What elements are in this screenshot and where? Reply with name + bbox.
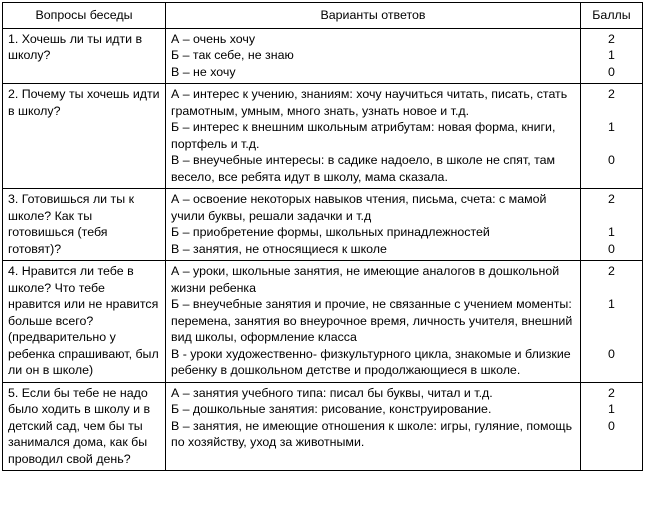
score-value: 0 [608,153,615,167]
score-cell [581,28,643,84]
answers-cell [166,189,581,261]
score-value: 1 [608,297,615,311]
answer-option: Б – внеучебные занятия и прочие, не связанные с учением моменты: перемена, занятия во внеурочное время, личность учителя, внешний вид школы, оформление класса [171,297,573,344]
score-value: 2 [608,31,615,46]
question-cell: 1. Хочешь ли ты идти в школу? [3,28,166,84]
score-value: 1 [608,225,615,239]
answer-option: Б – так себе, не знаю [171,48,294,62]
answer-option: А – уроки, школьные занятия, не имеющие аналогов в дошкольной жизни ребенка [171,264,560,295]
question-cell: 5. Если бы тебе не надо было ходить в школу и в детский сад, чем бы ты занимался дома, как бы проводил свой день? [3,382,166,471]
score-cell [581,382,643,471]
answers-cell [166,382,581,471]
answer-option: В - уроки художественно- физкультурного цикла, знакомые и близкие ребенку в дошкольном детстве и продолжающиеся в школе. [171,346,571,377]
score-value: 0 [608,418,615,433]
answers-cell [166,261,581,383]
score-value: 1 [608,120,615,134]
question-cell: 3. Готовишься ли ты к школе? Как ты готовишься (тебя готовят)? [3,189,166,261]
answer-option: В – не хочу [171,64,236,79]
answer-option: А – очень хочу [171,31,256,46]
header-score: Баллы [581,3,643,29]
answer-option: Б – дошкольные занятия: рисование, конструирование. [171,402,492,416]
score-value: 2 [608,192,615,206]
score-value: 2 [608,87,615,101]
score-cell [581,261,643,383]
answer-option: А – занятия учебного типа: писал бы буквы, читал и т.д. [171,385,493,400]
answer-option: Б – интерес к внешним школьным атрибутам: новая форма, книги, портфель и т.д. [171,120,556,151]
table-row [3,28,643,84]
score-value: 0 [608,346,615,361]
answer-option: В – занятия, не относящиеся к школе [171,241,387,256]
score-cell [581,84,643,189]
header-answers: Варианты ответов [166,3,581,29]
question-cell: 2. Почему ты хочешь идти в школу? [3,84,166,189]
score-value: 1 [608,402,615,416]
question-cell: 4. Нравится ли тебе в школе? Что тебе нравится или не нравится больше всего? (предварительно у ребенка спрашивают, был ли он в школе) [3,261,166,383]
answer-option: А – освоение некоторых навыков чтения, письма, счета: с мамой учили буквы, решали задачки и т.д [171,192,547,223]
answers-cell [166,28,581,84]
score-value: 1 [608,48,615,62]
document-page [2,2,643,471]
header-questions: Вопросы беседы [3,3,166,29]
score-value: 2 [608,264,615,278]
score-value: 2 [608,385,615,400]
score-value: 0 [608,241,615,256]
score-value: 0 [608,64,615,79]
table-row [3,84,643,189]
answers-cell [166,84,581,189]
table-row [3,189,643,261]
table-row [3,382,643,471]
answer-option: А – интерес к учению, знаниям: хочу научиться читать, писать, стать грамотным, умным, много знать, узнать новое и т.д. [171,87,568,118]
answer-option: В – занятия, не имеющие отношения к школе: игры, гуляние, помощь по хозяйству, уход за животными. [171,418,573,449]
table-row [3,261,643,383]
answer-option: В – внеучебные интересы: в садике надоело, в школе не спят, там весело, все ребята идут в школу, мама сказала. [171,153,556,184]
table-header-row [3,3,643,29]
answer-option: Б – приобретение формы, школьных принадлежностей [171,225,490,239]
conversation-table [2,2,643,471]
score-cell [581,189,643,261]
